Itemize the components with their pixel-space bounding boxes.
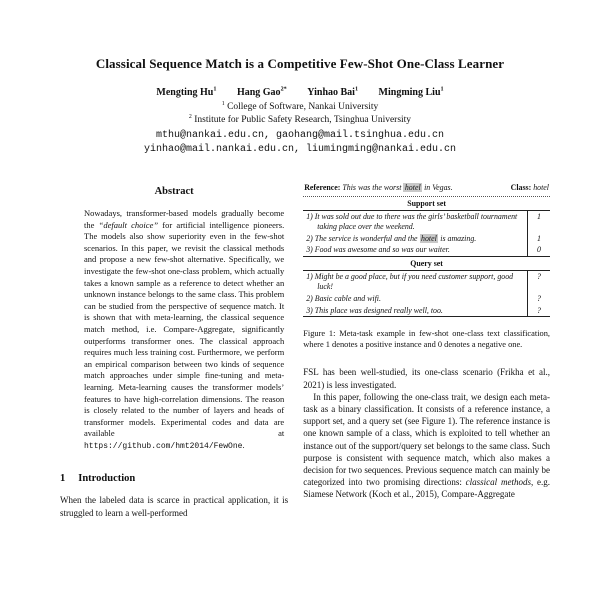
figure-1 xyxy=(303,182,550,350)
class-value: hotel xyxy=(533,183,549,192)
query-row-1 xyxy=(303,271,550,293)
row-number: 3) xyxy=(306,305,313,315)
row-sentence: It was sold out due to there was the girls’ basketball tournament taking place over the weekend. xyxy=(314,212,518,231)
affil-mark: 2 xyxy=(188,113,192,120)
query-row-2 xyxy=(303,293,550,305)
row-sentence: The service is wonderful and the xyxy=(314,233,420,243)
author-name: Yinhao Bai xyxy=(307,87,355,98)
row-number: 1) xyxy=(306,212,313,221)
author-name: Hang Gao xyxy=(236,87,281,98)
author-affil-mark: 1 xyxy=(440,85,444,93)
abstract-italic-phrase: “default choice” xyxy=(98,219,159,230)
highlighted-word-hotel: hotel xyxy=(404,183,421,192)
query-set-header: Query set xyxy=(303,257,550,271)
section-heading-introduction xyxy=(60,473,288,484)
affiliation-2 xyxy=(0,114,600,127)
section-number: 1 xyxy=(60,473,66,485)
author-2 xyxy=(237,87,287,98)
support-row-text xyxy=(303,211,527,233)
query-row-label: ? xyxy=(527,293,550,305)
query-row-3 xyxy=(303,305,550,317)
email-block xyxy=(0,129,600,156)
class-label: Class: xyxy=(510,183,532,192)
github-repo-link[interactable]: https://github.com/hmt2014/FewOne xyxy=(84,441,243,451)
row-number: 1) xyxy=(306,272,313,282)
author-1 xyxy=(156,87,216,98)
right-column-paragraph-2 xyxy=(303,391,550,501)
author-name: Mingming Liu xyxy=(378,87,441,98)
class-part xyxy=(511,183,549,193)
query-row-text xyxy=(303,271,527,293)
paragraph-text: , e.g. Siamese Network (Koch et al., 2015), Compare-Aggregate xyxy=(303,477,550,500)
author-affil-mark: 2* xyxy=(280,85,287,93)
query-row-text xyxy=(303,305,527,317)
author-affil-mark: 1 xyxy=(354,85,359,93)
abstract-text: for artificial intelligence pioneers. The models also show superiority even in the few-shot scenarios. In this paper, we revisit the classical methods and propose a new few-shot alternative. Specifically, we investigate the few-shot one-class problem, which actually takes a known sample as a reference to detect whether an unknown instance belongs to the same class. This problem can be studied from the perspective of sequence match. It is shown that with meta-learning, the classical sequence match method, i.e. Compare-Aggregate, significantly outperforms transformer ones. The classical approach requires much less training cost. Furthermore, we perform an empirical comparison between two kinds of sequence match approaches under simple fine-tuning and meta-learning. Meta-learning causes the transformer models’ features to have high-correlation dimensions. The reason is closely related to the number of layers and heads of transformer models. Experimental codes and data are available at xyxy=(84,219,285,439)
reference-text xyxy=(342,183,452,192)
affil-text: College of Software, Nankai University xyxy=(224,102,379,112)
row-sentence: is amazing. xyxy=(438,233,477,243)
row-number: 3) xyxy=(306,245,313,255)
query-row-label: ? xyxy=(527,305,550,317)
row-sentence: This place was designed really well, too. xyxy=(314,305,443,315)
figure-1-caption: Figure 1: Meta-task example in few-shot one-class text classification, where 1 denotes a positive instance and 0 denotes a negative one. xyxy=(303,329,550,350)
query-set-rows xyxy=(303,271,550,317)
paragraph-italic-phrase: classical methods xyxy=(465,477,531,488)
query-row-text xyxy=(303,293,527,305)
row-number: 2) xyxy=(306,233,313,243)
support-row-label: 1 xyxy=(527,233,550,245)
affil-mark: 1 xyxy=(221,100,225,107)
paper-header xyxy=(0,56,600,156)
support-row-label: 0 xyxy=(527,244,550,256)
column-right xyxy=(303,182,550,519)
affil-text: Institute for Public Safety Research, Tsinghua University xyxy=(191,114,412,125)
support-row-label: 1 xyxy=(527,211,550,233)
abstract-paragraph xyxy=(84,208,284,452)
row-sentence: Basic cable and wifi. xyxy=(314,293,381,303)
author-name: Mengting Hu xyxy=(156,87,214,98)
highlighted-word-hotel: hotel xyxy=(421,233,437,243)
author-affil-mark: 1 xyxy=(213,85,217,93)
section-title: Introduction xyxy=(78,473,136,485)
support-row-3 xyxy=(303,244,550,256)
row-number: 2) xyxy=(306,293,313,303)
introduction-paragraph: When the labeled data is scarce in practical application, it is struggled to learn a well-performed xyxy=(60,495,289,518)
figure-reference-row xyxy=(303,182,550,197)
two-column-body xyxy=(0,182,600,519)
support-row-text xyxy=(303,233,527,245)
row-sentence: Might be a good place, but if you need customer support, good luck! xyxy=(314,272,514,291)
row-sentence: Food was awesome and so was our waiter. xyxy=(314,245,450,255)
paragraph-text: In this paper, following the one-class trait, we design each meta-task as a binary classification. It consists of a reference instance, a support set, and a query set (see Figure 1). The reference instance is one known sample of a class, which is exploited to tell whether an instance out of the support/query set belongs to the same class. Such purpose is consistent with sequence match, which also makes a decision for two sequences. Previous sequence match can mainly be categorized into two promising directions: xyxy=(303,391,550,488)
query-row-label: ? xyxy=(527,271,550,293)
paper-title: Classical Sequence Match is a Competitive Few-Shot One-Class Learner xyxy=(95,56,505,71)
right-column-paragraph-1: FSL has been well-studied, its one-class scenario (Frikha et al., 2021) is less investigated. xyxy=(303,367,550,390)
email-line-2: yinhao@mail.nankai.edu.cn, liumingming@nankai.edu.cn xyxy=(143,143,457,155)
support-row-1 xyxy=(303,211,550,233)
abstract-text: . xyxy=(242,439,245,450)
support-set-rows xyxy=(303,211,550,257)
support-row-2 xyxy=(303,233,550,245)
abstract-heading: Abstract xyxy=(154,186,194,197)
reference-text-after: in Vegas. xyxy=(422,183,453,192)
reference-label: Reference: xyxy=(304,183,341,192)
support-row-text xyxy=(303,244,527,256)
author-4 xyxy=(379,87,444,98)
affiliation-1 xyxy=(0,101,600,114)
support-set-header: Support set xyxy=(303,197,550,211)
reference-sentence xyxy=(304,183,452,193)
author-3 xyxy=(307,87,358,98)
email-line-1: mthu@nankai.edu.cn, gaohang@mail.tsinghua.edu.cn xyxy=(155,130,445,141)
author-line xyxy=(0,87,600,98)
abstract-text: Nowadays, transformer-based models gradually become the xyxy=(84,208,285,230)
reference-text-before: This was the worst xyxy=(342,183,404,192)
column-left xyxy=(50,182,288,519)
